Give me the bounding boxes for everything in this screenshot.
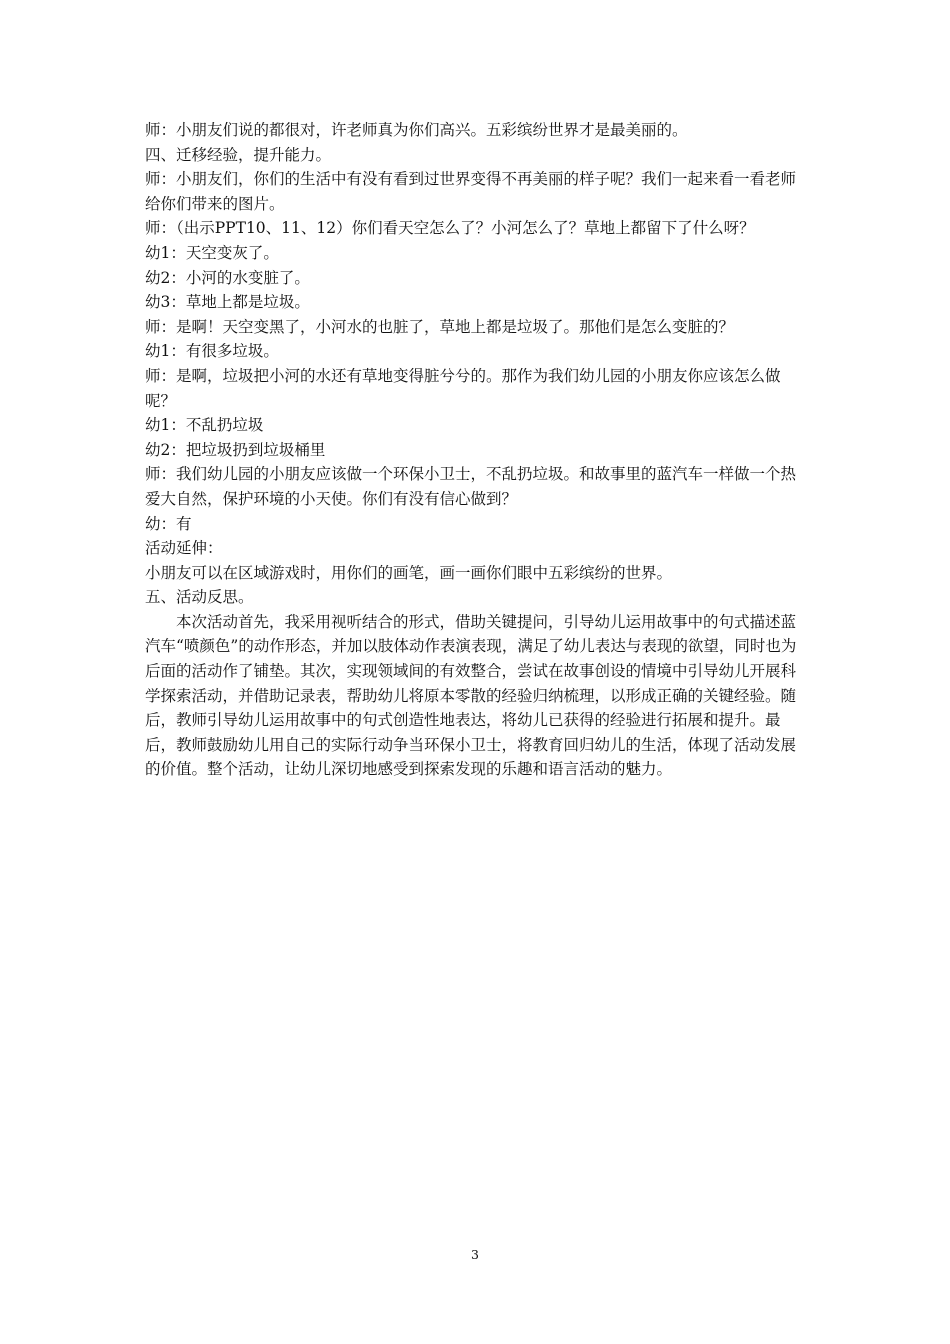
paragraph: 幼2：小河的水变脏了。 bbox=[145, 268, 310, 287]
paragraph: 幼1：有很多垃圾。 bbox=[145, 342, 279, 361]
paragraph: 师：（出示PPT10、11、12）你们看天空怎么了？小河怎么了？草地上都留下了什么呀？ bbox=[145, 219, 755, 238]
paragraph: 幼1：不乱扔垃圾 bbox=[145, 416, 264, 435]
paragraph: 幼3：草地上都是垃圾。 bbox=[145, 293, 310, 312]
document-body bbox=[145, 118, 809, 782]
paragraph: 师：是啊，垃圾把小河的水还有草地变得脏兮兮的。那作为我们幼儿园的小朋友你应该怎么做呢？ bbox=[145, 366, 781, 410]
paragraph: 幼2：把垃圾扔到垃圾桶里 bbox=[145, 440, 326, 459]
paragraph: 小朋友可以在区域游戏时，用你们的画笔，画一画你们眼中五彩缤纷的世界。 bbox=[145, 563, 673, 582]
page-number: 3 bbox=[471, 1247, 479, 1262]
paragraph: 师：我们幼儿园的小朋友应该做一个环保小卫士，不乱扔垃圾。和故事里的蓝汽车一样做一个热爱大自然，保护环境的小天使。你们有没有信心做到？ bbox=[145, 465, 797, 508]
section-heading: 活动延伸： bbox=[145, 539, 223, 558]
reflection-paragraph: 本次活动首先，我采用视听结合的形式，借助关键提问，引导幼儿运用故事中的句式描述蓝汽车“喷颜色”的动作形态，并加以肢体动作表演表现，满足了幼儿表达与表现的欲望，同时也为后面的活动作了铺垫。其次，实现领域间的有效整合，尝试在故事创设的情境中引导幼儿开展科学探索活动，并借助记录表，帮助幼儿将原本零散的经验归纳梳理，以形成正确的关键经验。随后，教师引导幼儿运用故事中的句式创造性地表达，将幼儿已获得的经验进行拓展和提升。最后，教师鼓励幼儿用自己的实际行动争当环保小卫士，将教育回归幼儿的生活，体现了活动发展的价值。整个活动，让幼儿深切地感受到探索发现的乐趣和语言活动的魅力。 bbox=[145, 612, 797, 779]
paragraph: 幼：有 bbox=[145, 514, 192, 533]
section-heading: 五、活动反思。 bbox=[145, 588, 254, 607]
paragraph: 师：小朋友们说的都很对，许老师真为你们高兴。五彩缤纷世界才是最美丽的。 bbox=[145, 121, 688, 139]
paragraph: 师：小朋友们，你们的生活中有没有看到过世界变得不再美丽的样子呢？我们一起来看一看老师给你们带来的图片。 bbox=[145, 170, 797, 213]
section-heading: 四、迁移经验，提升能力。 bbox=[145, 145, 332, 164]
paragraph: 幼1：天空变灰了。 bbox=[145, 243, 279, 262]
paragraph: 师：是啊！天空变黑了，小河水的也脏了，草地上都是垃圾了。那他们是怎么变脏的？ bbox=[145, 317, 735, 336]
